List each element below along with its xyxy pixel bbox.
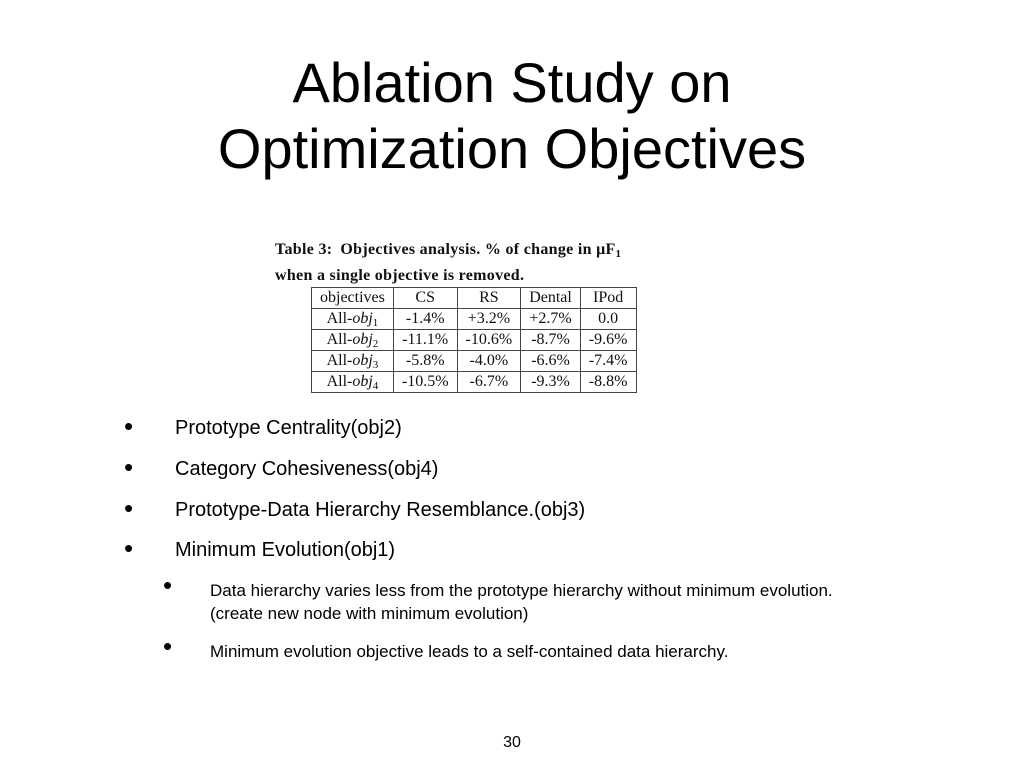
cell-rs: -4.0% — [457, 351, 521, 372]
caption-text: Objectives analysis. % of change in μF — [340, 241, 616, 258]
page-number: 30 — [503, 734, 521, 751]
sub-bullet-marker: • — [163, 570, 173, 600]
bullet-item: Prototype Centrality(obj2) — [175, 417, 402, 439]
bullet-item: Prototype-Data Hierarchy Resemblance.(obj3) — [175, 499, 586, 521]
row-label: All-obj$_4$ — [312, 372, 394, 393]
table-header-row — [312, 288, 637, 309]
cell-ipod: -9.6% — [580, 330, 636, 351]
title-line-1: Ablation Study on — [292, 51, 732, 114]
cell-ipod: -7.4% — [580, 351, 636, 372]
caption-subscript: 1 — [615, 248, 622, 260]
cell-dental: +2.7% — [521, 309, 581, 330]
cell-cs: -10.5% — [393, 372, 457, 393]
cell-cs: -11.1% — [393, 330, 457, 351]
cell-dental: -9.3% — [521, 372, 581, 393]
cell-cs: -5.8% — [393, 351, 457, 372]
bullet-item: Category Cohesiveness(obj4) — [175, 458, 439, 480]
cell-cs: -1.4% — [393, 309, 457, 330]
bullet-marker: • — [124, 533, 134, 563]
cell-ipod: -8.8% — [580, 372, 636, 393]
cell-rs: -10.6% — [457, 330, 521, 351]
caption-label: Table 3: — [275, 241, 333, 258]
bullet-marker: • — [124, 411, 134, 441]
header-ipod: IPod — [580, 288, 636, 309]
cell-ipod: 0.0 — [580, 309, 636, 330]
header-rs: RS — [457, 288, 521, 309]
row-label: All-obj$_1$ — [312, 309, 394, 330]
table-caption — [275, 239, 765, 286]
table-row — [312, 372, 637, 393]
bullet-marker: • — [124, 493, 134, 523]
cell-rs: +3.2% — [457, 309, 521, 330]
table-row — [312, 309, 637, 330]
table-row — [312, 351, 637, 372]
cell-rs: -6.7% — [457, 372, 521, 393]
sub-bullet-item: Minimum evolution objective leads to a self-contained data hierarchy. — [210, 642, 729, 661]
header-cs: CS — [393, 288, 457, 309]
cell-dental: -6.6% — [521, 351, 581, 372]
bullet-item: Minimum Evolution(obj1) — [175, 539, 396, 561]
title-line-2: Optimization Objectives — [217, 117, 807, 180]
results-table-figure — [275, 239, 765, 393]
sub-bullet-item: Data hierarchy varies less from the prototype hierarchy without minimum evolution. (create new node with minimum evolution) — [210, 581, 833, 623]
row-label: All-obj$_3$ — [312, 351, 394, 372]
row-label: All-obj$_2$ — [312, 330, 394, 351]
header-objectives: objectives — [312, 288, 394, 309]
slide-title — [0, 50, 1024, 182]
table-row — [312, 330, 637, 351]
caption-line-2: when a single objective is removed. — [275, 267, 525, 284]
bullet-marker: • — [124, 452, 134, 482]
sub-bullet-marker: • — [163, 631, 173, 661]
cell-dental: -8.7% — [521, 330, 581, 351]
objectives-table — [311, 287, 637, 393]
header-dental: Dental — [521, 288, 581, 309]
